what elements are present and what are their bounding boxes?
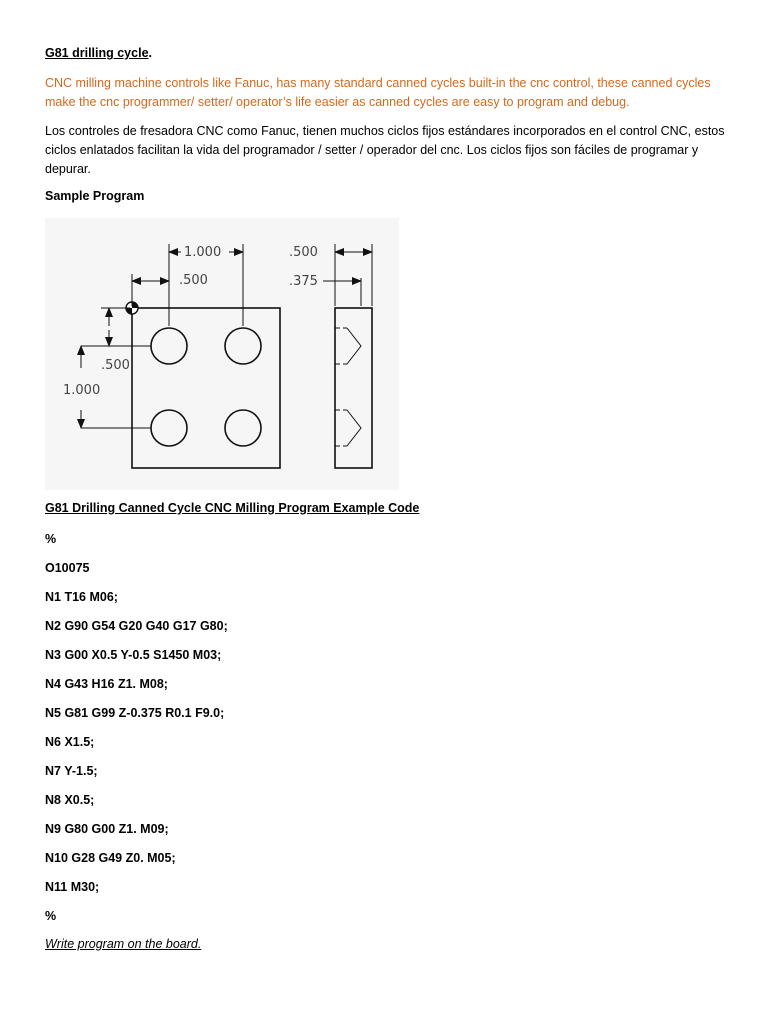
hole-bottom-left — [151, 410, 187, 446]
code-line: N6 X1.5; — [45, 735, 95, 749]
code-line: N9 G80 G00 Z1. M09; — [45, 822, 169, 836]
dim-side-thickness: .500 — [289, 245, 318, 260]
drilling-diagram — [45, 218, 399, 490]
dim-left-spacing: 1.000 — [63, 383, 101, 398]
dim-side-depth: .375 — [289, 274, 318, 289]
dim-top-spacing: 1.000 — [184, 245, 222, 260]
document-title — [45, 46, 152, 60]
dim-top-offset: .500 — [179, 273, 208, 288]
code-line: N1 T16 M06; — [45, 590, 118, 604]
code-line: % — [45, 532, 57, 546]
side-view-holes — [335, 328, 361, 446]
code-line: N10 G28 G49 Z0. M05; — [45, 851, 176, 865]
code-line: N4 G43 H16 Z1. M08; — [45, 677, 168, 691]
sample-program-heading: Sample Program — [45, 189, 145, 203]
plate-top-view — [132, 308, 280, 468]
dim-left-offset: .500 — [101, 358, 130, 373]
hole-top-right — [225, 328, 261, 364]
hole-top-left — [151, 328, 187, 364]
code-line: N7 Y-1.5; — [45, 764, 98, 778]
title-text: G81 drilling cycle — [45, 46, 149, 60]
paragraph-english: CNC milling machine controls like Fanuc, has many standard canned cycles built-in the cnc control, these canned cycles make the cnc programmer/ setter/ operator’s life easier as canned cycles are easy to program and debug. — [45, 76, 711, 109]
footer-note: Write program on the board. — [45, 937, 202, 951]
code-line: % — [45, 909, 57, 923]
code-line: N2 G90 G54 G20 G40 G17 G80; — [45, 619, 228, 633]
code-line: N5 G81 G99 Z-0.375 R0.1 F9.0; — [45, 706, 225, 720]
paragraph-spanish: Los controles de fresadora CNC como Fanuc, tienen muchos ciclos fijos estándares incorporados en el control CNC, estos ciclos enlatados facilitan la vida del programador / setter / operador del cnc. Los ciclos fijos son fáciles de programar y depurar. — [45, 124, 725, 176]
code-line: O10075 — [45, 561, 90, 575]
code-line: N3 G00 X0.5 Y-0.5 S1450 M03; — [45, 648, 222, 662]
plate-side-view — [335, 308, 372, 468]
hole-bottom-right — [225, 410, 261, 446]
code-heading: G81 Drilling Canned Cycle CNC Milling Program Example Code — [45, 501, 420, 515]
code-line: N11 M30; — [45, 880, 100, 894]
title-suffix: . — [148, 46, 152, 60]
code-line: N8 X0.5; — [45, 793, 95, 807]
